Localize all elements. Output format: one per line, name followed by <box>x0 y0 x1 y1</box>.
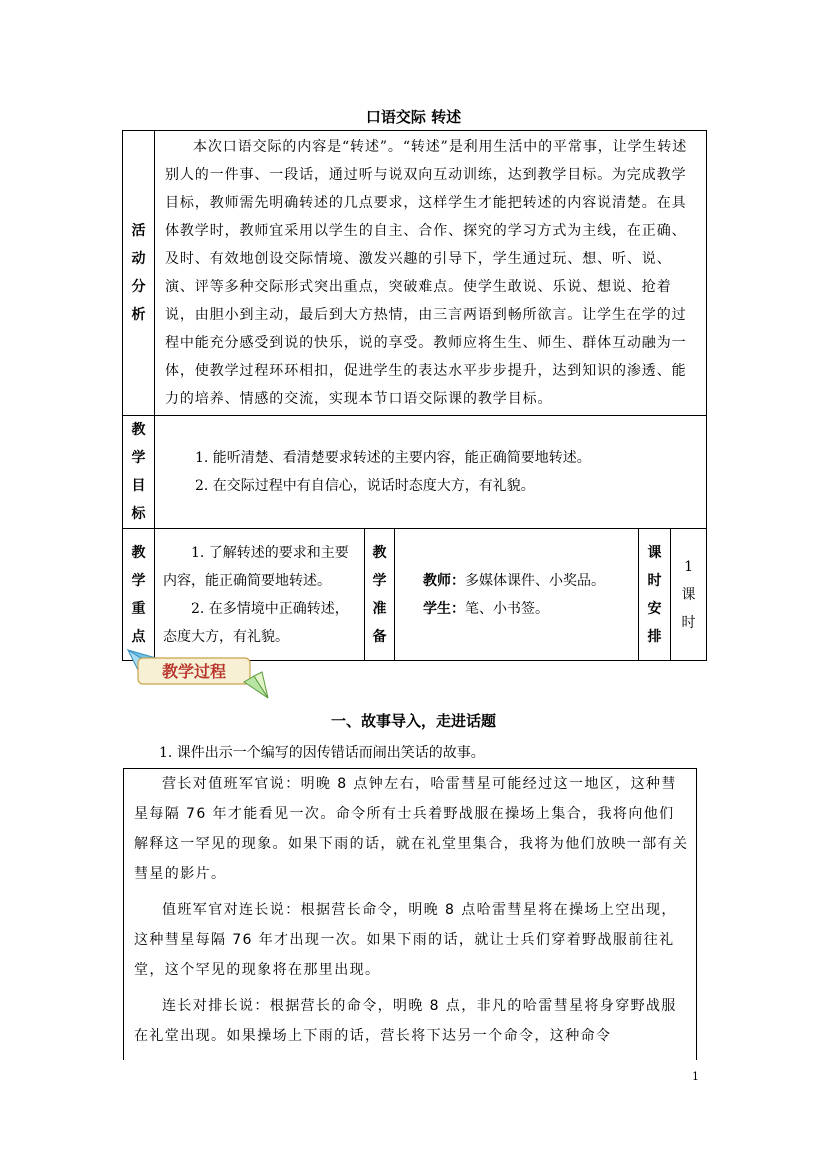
goal-item: 2. 在交际过程中有自信心，说话时态度大方，有礼貌。 <box>195 478 535 494</box>
story-box <box>123 768 697 1060</box>
row-keypoints <box>123 529 707 661</box>
page-title: 口语交际 转述 <box>365 108 462 126</box>
header-keypoints: 教 学 重 点 <box>123 529 155 661</box>
header-goals: 教 学 目 标 <box>123 416 155 529</box>
banner-label: 教学过程 <box>161 662 227 681</box>
analysis-text-cell <box>155 131 707 416</box>
step-1: 1. 课件出示一个编写的因传错话而闹出笑话的故事。 <box>159 745 485 761</box>
prep-teacher: 教师：多媒体课件、小奖品。 <box>423 572 605 589</box>
story-paragraph: 值班军官对连长说：根据营长命令，明晚 8 点哈雷彗星将在操场上空出现，这种彗星每隔 76 年才出现一次。如果下雨的话，就让士兵们穿着野战服前往礼堂，这个罕见的现象将在那里出现。 <box>134 902 677 978</box>
teaching-process-banner <box>126 648 271 700</box>
section-title: 一、故事导入，走进话题 <box>330 712 496 730</box>
prep-student: 学生：笔、小书签。 <box>423 600 549 617</box>
row-analysis <box>123 131 707 416</box>
header-analysis: 活 动 分 析 <box>123 131 155 416</box>
lesson-plan-table <box>122 130 707 661</box>
keypoint-item: 2. 在多情境中正确转述，态度大方，有礼貌。 <box>163 600 349 645</box>
analysis-text: 本次口语交际的内容是“转述”。“转述”是利用生活中的平常事，让学生转述别人的一件事、一段话，通过听与说双向互动训练，达到教学目标。为完成教学目标，教师需先明确转述的几点要求，这样学生才能把转述的内容说清楚。在具体教学时，教师宜采用以学生的自主、合作、探究的学习方式为主线，在正确、及时、有效地创设交际情境、激发兴趣的引导下，学生通过玩、想、听、说、演、评等多种交际形式突出重点，突破难点。使学生敢说、乐说、想说、抢着说，由胆小到主动，最后到大方热情，由三言两语到畅所欲言。让学生在学的过程中能充分感受到说的快乐，说的享受。教师应将生生、师生、群体互动融为一体，使教学过程环环相扣，促进学生的表达水平步步提升，达到知识的渗透、能力的培养、情感的交流，实现本节口语交际课的教学目标。 <box>165 139 688 407</box>
row-goals <box>123 416 707 529</box>
story-paragraph: 连长对排长说：根据营长的命令，明晚 8 点，非凡的哈雷彗星将身穿野战服在礼堂出现。如果操场上下雨的话，营长将下达另一个命令，这种命令 <box>134 998 677 1044</box>
goals-cell <box>155 416 707 529</box>
goal-item: 1. 能听清楚、看清楚要求转述的主要内容，能正确简要地转述。 <box>195 450 591 466</box>
header-prep: 教 学 准 备 <box>365 529 395 661</box>
header-schedule: 课 时 安 排 <box>639 529 671 661</box>
prep-cell <box>395 529 639 661</box>
page-number: 1 <box>692 1070 699 1083</box>
story-paragraph: 营长对值班军官说：明晚 8 点钟左右，哈雷彗星可能经过这一地区，这种彗星每隔 76 年才能看见一次。命令所有士兵着野战服在操场上集合，我将向他们解释这一罕见的现象。如果下雨的话，就在礼堂里集合，我将为他们放映一部有关彗星的影片。 <box>134 776 689 882</box>
keypoints-cell <box>155 529 365 661</box>
keypoint-item: 1. 了解转述的要求和主要内容，能正确简要地转述。 <box>163 544 349 589</box>
schedule-value: 1 课 时 <box>671 529 707 661</box>
